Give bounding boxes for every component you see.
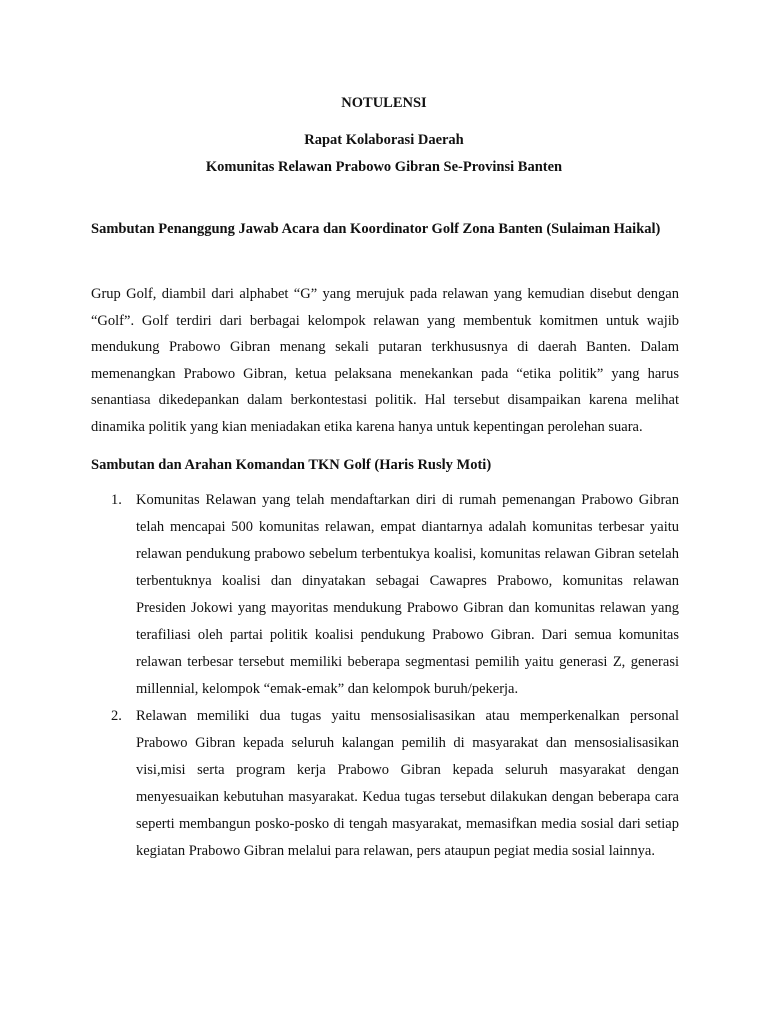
document-title: NOTULENSI [341, 95, 427, 111]
list-item-number: 1. [111, 492, 122, 508]
section-heading-welcome-coordinator: Sambutan Penanggung Jawab Acara dan Koordinator Golf Zona Banten (Sulaiman Haikal) [91, 221, 661, 237]
list-item-text: Relawan memiliki dua tugas yaitu mensosialisasikan atau memperkenalkan personal Prabowo Gibran kepada seluruh kalangan pemilih di masyarakat dan mensosialisasikan visi,misi serta program kerja Prabowo Gibran kepada seluruh masyarakat dengan menyesuaikan kebutuhan masyarakat. Kedua tugas tersebut dilakukan dengan beberapa cara seperti membangun posko-posko di tengah masyarakat, memasifkan media sosial dari setiap kegiatan Prabowo Gibran melalui para relawan, pers ataupun pegiat media sosial lainnya. [136, 708, 679, 859]
document-subtitle-meeting: Rapat Kolaborasi Daerah [304, 132, 464, 148]
list-item-number: 2. [111, 708, 122, 724]
section-paragraph-golf-group: Grup Golf, diambil dari alphabet “G” yang merujuk pada relawan yang kemudian disebut dengan “Golf”. Golf terdiri dari berbagai kelompok relawan yang membentuk komitmen untuk wajib mendukung Prabowo Gibran menang sekali putaran terkhususnya di daerah Banten. Dalam memenangkan Prabowo Gibran, ketua pelaksana menekankan pada “etika politik” yang harus senantiasa dikedepankan dalam berkontestasi politik. Hal tersebut disampaikan karena melihat dinamika politik yang kian meniadakan etika karena hanya untuk kepentingan perolehan suara. [91, 286, 679, 435]
document-subtitle-community: Komunitas Relawan Prabowo Gibran Se-Provinsi Banten [205, 159, 563, 175]
list-item-text: Komunitas Relawan yang telah mendaftarkan diri di rumah pemenangan Prabowo Gibran telah mencapai 500 komunitas relawan, empat diantarnya adalah komunitas terbesar yaitu relawan pendukung prabowo sebelum terbentukya koalisi, komunitas relawan Gibran setelah terbentuknya koalisi dan dinyatakan sebagai Cawapres Prabowo, komunitas relawan Presiden Jokowi yang mayoritas mendukung Prabowo Gibran dan komunitas relawan yang terafiliasi oleh partai politik koalisi pendukung Prabowo Gibran. Dari semua komunitas relawan terbesar tersebut memiliki beberapa segmentasi pemilih yaitu generasi Z, generasi millennial, kelompok “emak-emak” dan kelompok buruh/pekerja. [136, 492, 679, 697]
section-heading-commander-address: Sambutan dan Arahan Komandan TKN Golf (Haris Rusly Moti) [91, 457, 492, 473]
